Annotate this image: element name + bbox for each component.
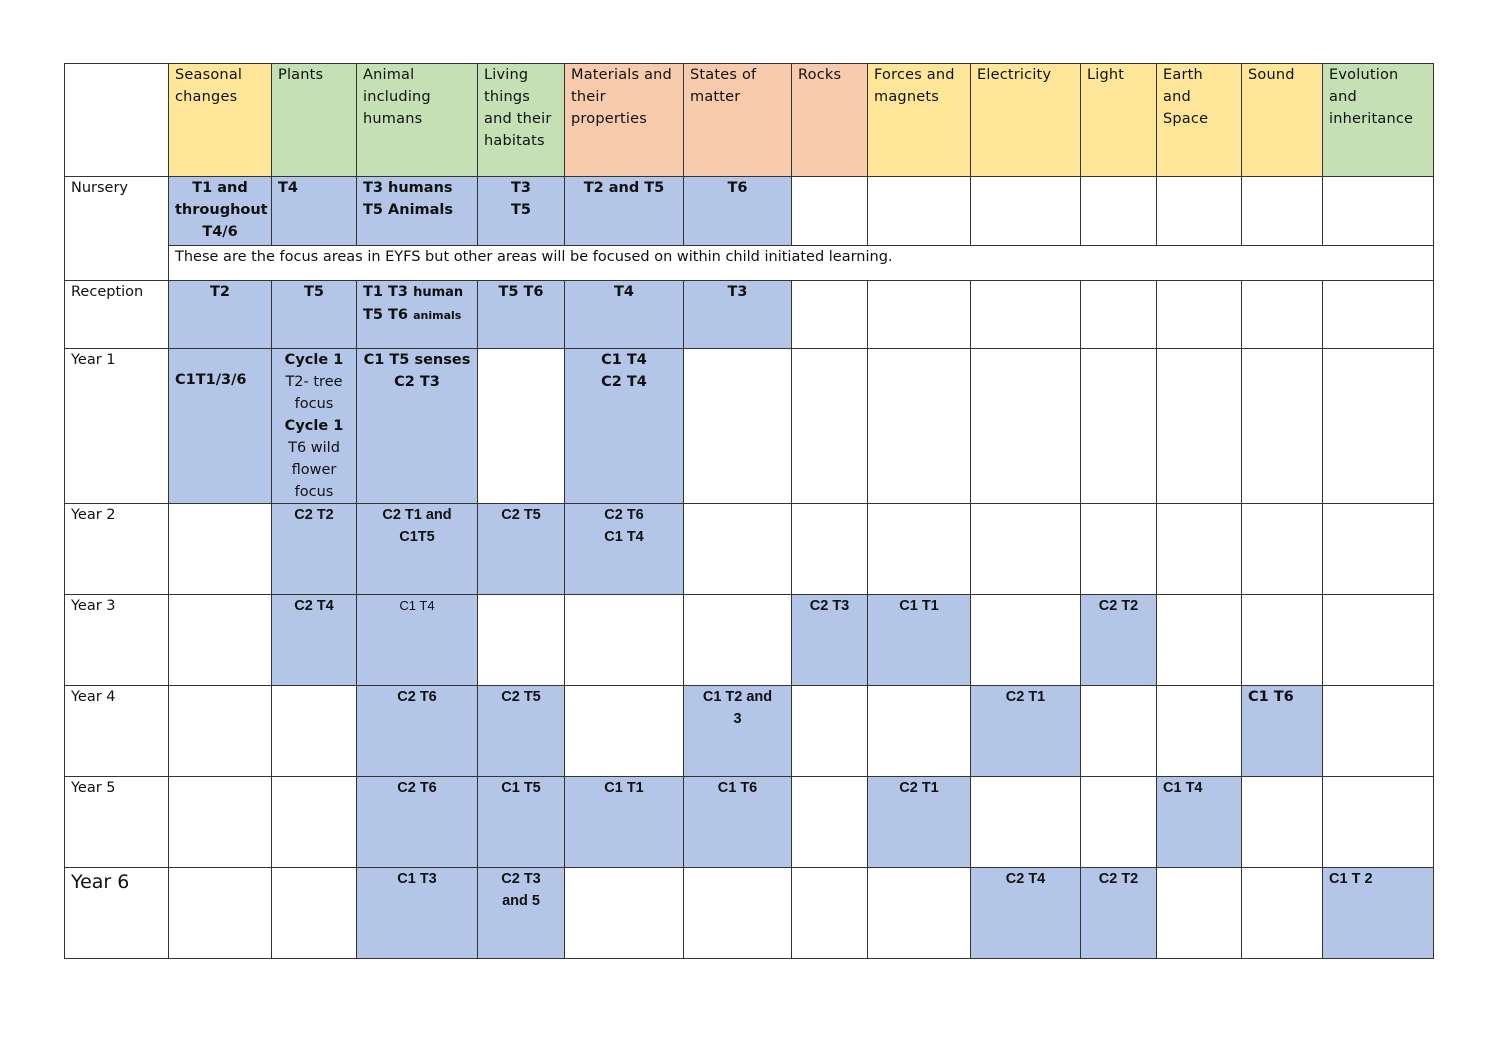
header-earth-and-space: Earth and Space — [1157, 64, 1242, 177]
table-row-year-5 — [65, 777, 1434, 868]
header-forces-and-magnets: Forces and magnets — [868, 64, 971, 177]
cell-reception-seasonal: T2 — [169, 281, 272, 349]
header-row — [65, 64, 1434, 177]
cell-empty — [792, 281, 868, 349]
cell-year2-living: C2 T5 — [478, 504, 565, 595]
cell-empty — [868, 177, 971, 246]
cell-empty — [1242, 177, 1323, 246]
cell-reception-living: T5 T6 — [478, 281, 565, 349]
cell-year3-light: C2 T2 — [1081, 595, 1157, 686]
cell-year6-electricity: C2 T4 — [971, 868, 1081, 959]
header-evolution-and-inheritance: Evolution and inheritance — [1323, 64, 1434, 177]
header-light: Light — [1081, 64, 1157, 177]
cell-empty — [868, 349, 971, 504]
table-row-eyfs-note — [65, 246, 1434, 281]
cell-empty — [792, 686, 868, 777]
cell-empty — [1242, 349, 1323, 504]
table-row-year-3 — [65, 595, 1434, 686]
cell-year1-materials: C1 T4 C2 T4 — [565, 349, 684, 504]
cell-empty — [565, 868, 684, 959]
cell-empty — [868, 504, 971, 595]
cell-reception-animal: T1 T3 human T5 T6 animals — [357, 281, 478, 349]
cell-year4-living: C2 T5 — [478, 686, 565, 777]
table-row-year-6 — [65, 868, 1434, 959]
cell-empty — [792, 777, 868, 868]
row-label-year-5: Year 5 — [65, 777, 169, 868]
cell-year1-seasonal: C1T1/3/6 — [169, 349, 272, 504]
header-seasonal-changes: Seasonal changes — [169, 64, 272, 177]
cell-empty — [1157, 281, 1242, 349]
cell-nursery-seasonal: T1 and throughout T4/6 — [169, 177, 272, 246]
cell-empty — [792, 349, 868, 504]
cell-reception-materials: T4 — [565, 281, 684, 349]
table-row-reception — [65, 281, 1434, 349]
cell-year5-materials: C1 T1 — [565, 777, 684, 868]
cell-year5-living: C1 T5 — [478, 777, 565, 868]
cell-empty — [272, 777, 357, 868]
cell-reception-states: T3 — [684, 281, 792, 349]
cell-year3-forces: C1 T1 — [868, 595, 971, 686]
cell-empty — [1242, 504, 1323, 595]
cell-empty — [478, 595, 565, 686]
cell-empty — [684, 595, 792, 686]
cell-year3-animal: C1 T4 — [357, 595, 478, 686]
cell-empty — [1157, 177, 1242, 246]
cell-empty — [1081, 686, 1157, 777]
cell-empty — [1242, 595, 1323, 686]
cell-year6-evolution: C1 T 2 — [1323, 868, 1434, 959]
header-materials: Materials and their properties — [565, 64, 684, 177]
cell-nursery-plants: T4 — [272, 177, 357, 246]
cell-year1-plants: Cycle 1 T2- tree focus Cycle 1 T6 wild flower focus — [272, 349, 357, 504]
cell-empty — [684, 504, 792, 595]
table-row-nursery — [65, 177, 1434, 246]
cell-year1-animal: C1 T5 senses C2 T3 — [357, 349, 478, 504]
cell-empty — [1323, 504, 1434, 595]
cell-empty — [971, 595, 1081, 686]
cell-empty — [1081, 349, 1157, 504]
cell-year2-plants: C2 T2 — [272, 504, 357, 595]
cell-empty — [1323, 595, 1434, 686]
cell-empty — [1157, 595, 1242, 686]
science-curriculum-table — [64, 63, 1434, 959]
cell-empty — [1157, 504, 1242, 595]
cell-year6-light: C2 T2 — [1081, 868, 1157, 959]
cell-year4-states: C1 T2 and 3 — [684, 686, 792, 777]
cell-year5-forces: C2 T1 — [868, 777, 971, 868]
cell-nursery-animal: T3 humans T5 Animals — [357, 177, 478, 246]
cell-year3-plants: C2 T4 — [272, 595, 357, 686]
row-label-reception: Reception — [65, 281, 169, 349]
cell-year5-animal: C2 T6 — [357, 777, 478, 868]
cell-empty — [272, 686, 357, 777]
cell-empty — [971, 777, 1081, 868]
header-rocks: Rocks — [792, 64, 868, 177]
cell-empty — [565, 595, 684, 686]
cell-year4-electricity: C2 T1 — [971, 686, 1081, 777]
cell-empty — [971, 349, 1081, 504]
cell-year4-sound: C1 T6 — [1242, 686, 1323, 777]
header-sound: Sound — [1242, 64, 1323, 177]
cell-empty — [169, 504, 272, 595]
cell-empty — [684, 349, 792, 504]
cell-year6-living: C2 T3 and 5 — [478, 868, 565, 959]
cell-empty — [1157, 349, 1242, 504]
cell-empty — [971, 281, 1081, 349]
table-row-year-2 — [65, 504, 1434, 595]
row-label-year-6: Year 6 — [65, 868, 169, 959]
cell-year6-animal: C1 T3 — [357, 868, 478, 959]
header-states-of-matter: States of matter — [684, 64, 792, 177]
cell-empty — [1081, 177, 1157, 246]
eyfs-note: These are the focus areas in EYFS but other areas will be focused on within child initiated learning. — [169, 246, 1434, 281]
header-plants: Plants — [272, 64, 357, 177]
cell-empty — [1242, 868, 1323, 959]
cell-empty — [1323, 349, 1434, 504]
cell-empty — [1323, 777, 1434, 868]
cell-empty — [1081, 504, 1157, 595]
cell-empty — [971, 177, 1081, 246]
cell-empty — [868, 686, 971, 777]
cell-empty — [868, 868, 971, 959]
cell-empty — [1242, 777, 1323, 868]
cell-year4-animal: C2 T6 — [357, 686, 478, 777]
cell-empty — [478, 349, 565, 504]
row-label-nursery: Nursery — [65, 177, 169, 281]
cell-empty — [1081, 777, 1157, 868]
table-row-year-1 — [65, 349, 1434, 504]
cell-reception-plants: T5 — [272, 281, 357, 349]
cell-empty — [868, 281, 971, 349]
cell-year2-animal: C2 T1 and C1T5 — [357, 504, 478, 595]
cell-empty — [565, 686, 684, 777]
cell-empty — [792, 868, 868, 959]
cell-empty — [684, 868, 792, 959]
cell-year2-materials: C2 T6 C1 T4 — [565, 504, 684, 595]
row-label-year-3: Year 3 — [65, 595, 169, 686]
cell-empty — [1157, 868, 1242, 959]
cell-empty — [169, 686, 272, 777]
cell-empty — [792, 504, 868, 595]
cell-empty — [1242, 281, 1323, 349]
header-electricity: Electricity — [971, 64, 1081, 177]
cell-empty — [169, 595, 272, 686]
header-blank-cell — [65, 64, 169, 177]
cell-empty — [272, 868, 357, 959]
cell-empty — [1157, 686, 1242, 777]
row-label-year-4: Year 4 — [65, 686, 169, 777]
cell-empty — [169, 868, 272, 959]
cell-empty — [169, 777, 272, 868]
cell-empty — [1323, 686, 1434, 777]
cell-empty — [1323, 177, 1434, 246]
cell-empty — [1081, 281, 1157, 349]
header-living-things: Living things and their habitats — [478, 64, 565, 177]
cell-empty — [1323, 281, 1434, 349]
row-label-year-1: Year 1 — [65, 349, 169, 504]
cell-nursery-states: T6 — [684, 177, 792, 246]
table-row-year-4 — [65, 686, 1434, 777]
cell-nursery-living: T3 T5 — [478, 177, 565, 246]
cell-year5-earth: C1 T4 — [1157, 777, 1242, 868]
cell-empty — [971, 504, 1081, 595]
cell-empty — [792, 177, 868, 246]
cell-year5-states: C1 T6 — [684, 777, 792, 868]
header-animal-including-humans: Animal including humans — [357, 64, 478, 177]
row-label-year-2: Year 2 — [65, 504, 169, 595]
cell-nursery-materials: T2 and T5 — [565, 177, 684, 246]
cell-year3-rocks: C2 T3 — [792, 595, 868, 686]
